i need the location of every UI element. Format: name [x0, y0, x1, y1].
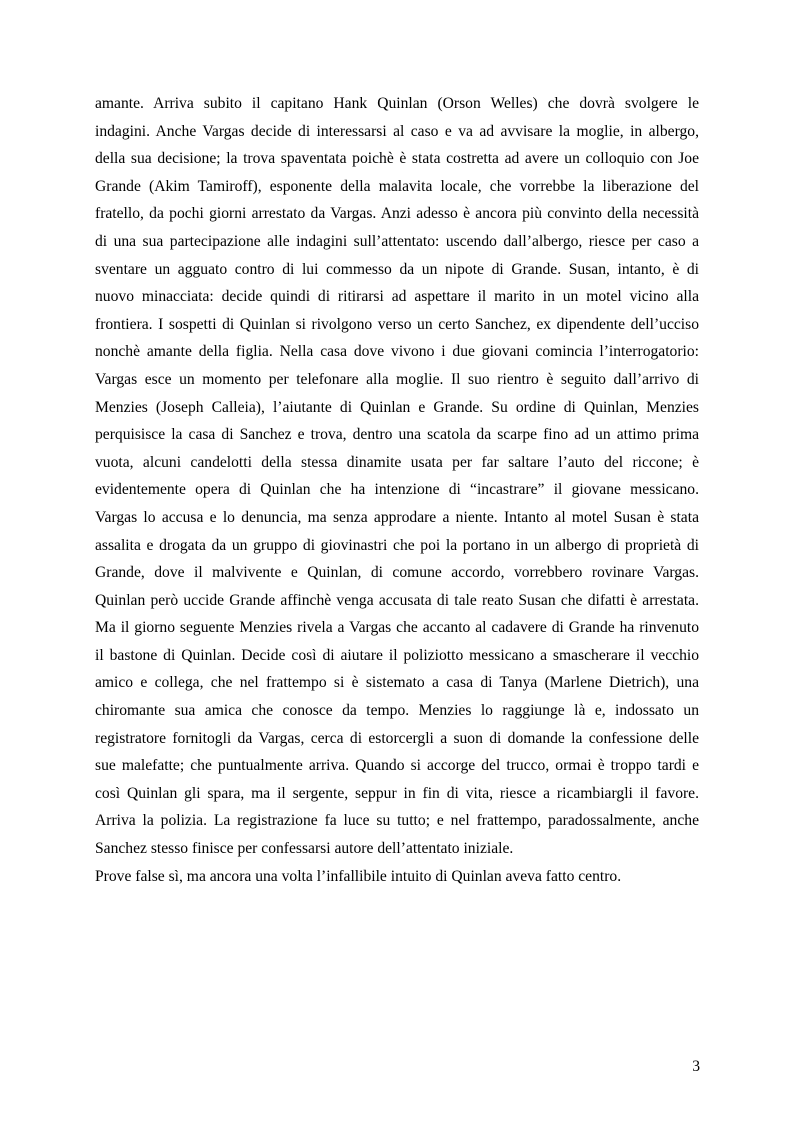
text-line: sue malefatte; che puntualmente arriva. Quando si accorge del trucco, ormai è troppo tardi e [95, 757, 699, 775]
page-number: 3 [692, 1058, 700, 1075]
text-line: Quinlan però uccide Grande affinchè venga accusata di tale reato Susan che difatti è arrestata. [95, 591, 699, 609]
text-line: Vargas lo accusa e lo denuncia, ma senza approdare a niente. Intanto al motel Susan è stata [95, 508, 699, 526]
text-line: nuovo minacciata: decide quindi di ritirarsi ad aspettare il marito in un motel vicino alla [95, 288, 699, 306]
body-text [95, 90, 699, 890]
text-line: Arriva la polizia. La registrazione fa luce su tutto; e nel frattempo, paradossalmente, anche [95, 812, 699, 830]
text-line: vuota, alcuni candelotti della stessa dinamite usata per far saltare l’auto del riccone; è [95, 453, 699, 471]
text-line: frontiera. I sospetti di Quinlan si rivolgono verso un certo Sanchez, ex dipendente dell’ucciso [95, 315, 699, 333]
text-line: amico e collega, che nel frattempo si è sistemato a casa di Tanya (Marlene Dietrich), una [95, 674, 699, 692]
text-line: sventare un agguato contro di lui commesso da un nipote di Grande. Susan, intanto, è di [95, 260, 699, 278]
text-line: amante. Arriva subito il capitano Hank Quinlan (Orson Welles) che dovrà svolgere le [95, 95, 699, 112]
text-line: Menzies (Joseph Calleia), l’aiutante di Quinlan e Grande. Su ordine di Quinlan, Menzies [95, 398, 699, 416]
text-line: evidentemente opera di Quinlan che ha intenzione di “incastrare” il giovane messicano. [95, 481, 699, 499]
text-line: chiromante sua amica che conosce da tempo. Menzies lo raggiunge là e, indossato un [95, 702, 699, 720]
text-line: di una sua partecipazione alle indagini sull’attentato: uscendo dall’albergo, riesce per caso a [95, 232, 699, 250]
text-line: Grande (Akim Tamiroff), esponente della malavita locale, che vorrebbe la liberazione del [95, 177, 699, 195]
text-line: così Quinlan gli spara, ma il sergente, seppur in fin di vita, riesce a ricambiargli il favore. [95, 784, 699, 802]
text-line: nonchè amante della figlia. Nella casa dove vivono i due giovani comincia l’interrogatorio: [95, 343, 699, 361]
text-line: assalita e drogata da un gruppo di giovinastri che poi la portano in un albergo di proprietà di [95, 536, 699, 554]
text-line: della sua decisione; la trova spaventata poichè è stata costretta ad avere un colloquio con Joe [95, 150, 699, 168]
text-line: fratello, da pochi giorni arrestato da Vargas. Anzi adesso è ancora più convinto della necessità [95, 205, 699, 223]
text-line: Grande, dove il malvivente e Quinlan, di comune accordo, vorrebbero rovinare Vargas. [95, 564, 699, 582]
text-line: Vargas esce un momento per telefonare alla moglie. Il suo rientro è seguito dall’arrivo di [95, 370, 699, 388]
text-line: perquisisce la casa di Sanchez e trova, dentro una scatola da scarpe fino ad un attimo prima [95, 426, 699, 444]
text-line: Sanchez stesso finisce per confessarsi autore dell’attentato iniziale. [95, 840, 514, 858]
text-line: Ma il giorno seguente Menzies rivela a Vargas che accanto al cadavere di Grande ha rinvenuto [95, 619, 699, 637]
text-line: indagini. Anche Vargas decide di interessarsi al caso e va ad avvisare la moglie, in albergo, [95, 122, 699, 140]
text-line: registratore fornitogli da Vargas, cerca di estorcergli a suon di domande la confessione delle [95, 729, 699, 747]
text-line: Prove false sì, ma ancora una volta l’infallibile intuito di Quinlan aveva fatto centro. [95, 867, 622, 885]
text-line: il bastone di Quinlan. Decide così di aiutare il poliziotto messicano a smascherare il vecchio [95, 646, 699, 664]
